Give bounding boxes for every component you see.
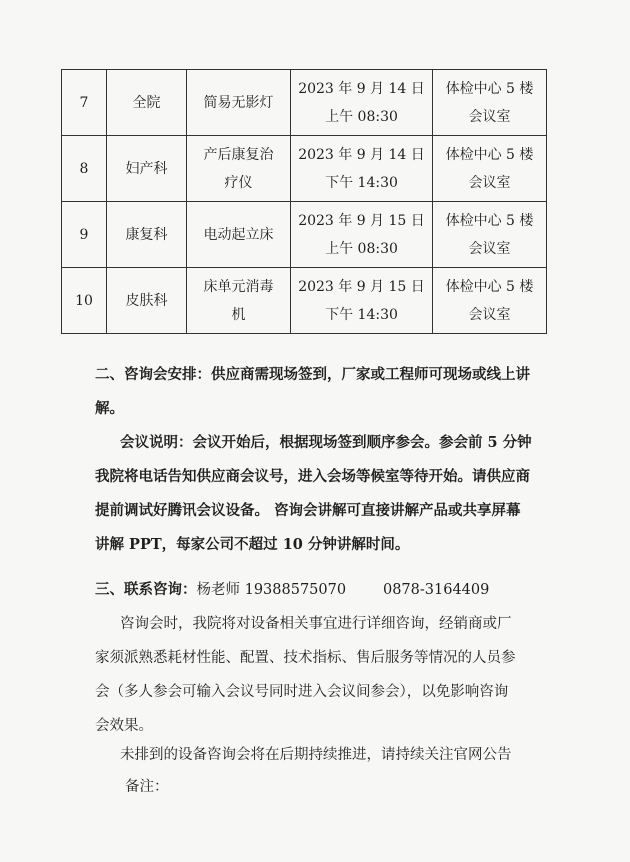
device-name-cell [187,136,291,202]
row-number-cell [62,70,107,136]
row-number-text: 7 [79,94,89,111]
consult-para-line2: 家须派熟悉耗材性能、配置、技术指标、售后服务等情况的人员参 [95,650,516,666]
consult-para-line1: 咨询会时，我院将对设备相关事宜进行详细咨询，经销商或厂 [120,616,512,632]
consult-para-line3: 会（多人参会可输入会议号同时进入会议间参会），以免影响咨询 [95,684,509,700]
contact-line [95,578,630,599]
meeting-place-text: 体检中心 5 楼 [445,146,534,163]
row-number-text: 10 [75,292,93,309]
device-name-text: 疗仪 [224,174,253,191]
section2-heading-line2: 解。 [95,400,124,417]
table-row [62,202,547,268]
meeting-time-text: 2023 年 9 月 14 日 [298,146,425,163]
device-name-text: 简易无影灯 [203,94,274,111]
meeting-place-text: 会议室 [468,174,511,191]
meeting-place-text: 体检中心 5 楼 [445,80,534,97]
consultation-schedule-table [61,69,547,334]
meeting-place-text: 体检中心 5 楼 [445,278,534,295]
meeting-place-cell [433,202,547,268]
table-row [62,268,547,334]
device-name-text: 床单元消毒 [203,278,274,295]
row-number-cell [62,136,107,202]
meeting-place-text: 会议室 [468,306,511,323]
meeting-time-cell [291,268,433,334]
meeting-time-text: 2023 年 9 月 15 日 [298,212,425,229]
device-name-text: 产后康复治 [203,146,274,163]
row-number-cell [62,202,107,268]
meeting-time-text: 下午 14:30 [325,306,398,323]
department-text: 皮肤科 [125,292,168,309]
table-row [62,70,547,136]
department-text: 妇产科 [125,160,168,177]
meeting-note-line2: 我院将电话告知供应商会议号，进入会场等候室等待开始。请供应商 [95,468,530,485]
device-name-cell [187,70,291,136]
department-cell [107,136,187,202]
contact-phone2: 0878-3164409 [382,582,490,598]
meeting-place-text: 会议室 [468,108,511,125]
meeting-note-line4: 讲解 PPT，每家公司不超过 10 分钟讲解时间。 [95,536,410,553]
device-name-cell [187,268,291,334]
remark-label: 备注： [125,779,169,795]
contact-person: 杨老师 19388575070 [196,582,347,598]
row-number-cell [62,268,107,334]
meeting-time-text: 2023 年 9 月 15 日 [298,278,425,295]
department-text: 康复科 [125,226,168,243]
department-cell [107,202,187,268]
meeting-time-cell [291,136,433,202]
row-number-text: 9 [79,226,89,243]
meeting-place-text: 会议室 [468,240,511,257]
department-cell [107,268,187,334]
device-name-text: 电动起立床 [203,226,274,243]
meeting-time-text: 上午 08:30 [325,108,398,125]
followup-note: 未排到的设备咨询会将在后期持续推进，请持续关注官网公告 [120,747,512,763]
device-name-cell [187,202,291,268]
section3-heading: 三、联系咨询： [95,581,197,598]
consult-para-line4: 会效果。 [95,718,153,734]
meeting-time-cell [291,202,433,268]
row-number-text: 8 [79,160,89,177]
meeting-place-cell [433,70,547,136]
meeting-note-line3: 提前调试好腾讯会议设备。 咨询会讲解可直接讲解产品或共享屏幕 [95,502,521,519]
device-name-text: 机 [231,306,246,323]
department-text: 全院 [132,94,161,111]
meeting-time-cell [291,70,433,136]
meeting-place-cell [433,136,547,202]
meeting-time-text: 上午 08:30 [325,240,398,257]
section2-heading-line1: 二、咨询会安排：供应商需现场签到，厂家或工程师可现场或线上讲 [95,366,530,383]
meeting-place-cell [433,268,547,334]
meeting-place-text: 体检中心 5 楼 [445,212,534,229]
meeting-time-text: 2023 年 9 月 14 日 [298,80,425,97]
table-row [62,136,547,202]
department-cell [107,70,187,136]
meeting-time-text: 下午 14:30 [325,174,398,191]
meeting-note-line1: 会议说明：会议开始后，根据现场签到顺序参会。参会前 5 分钟 [120,434,532,451]
